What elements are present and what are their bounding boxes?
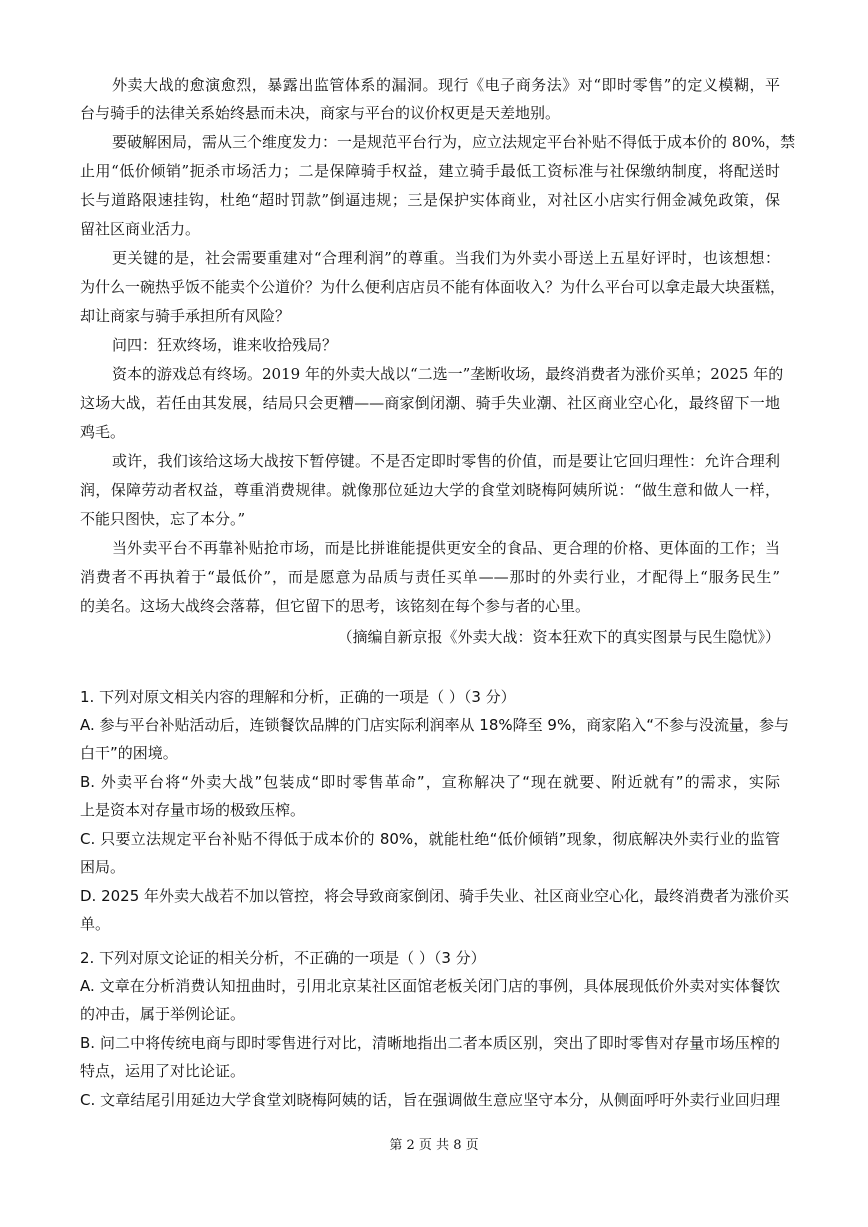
article-p4-line2: 这场大战，若任由其发展，结局只会更糟——商家倒闭潮、骑手失业潮、社区商业空心化，最终留下一地 <box>80 394 780 412</box>
question-2-option-a-line1: A. 文章在分析消费认知扭曲时，引用北京某社区面馆老板关闭门店的事例，具体展现低价外卖对实体餐饮 <box>80 977 780 995</box>
question-1-option-d-line1: D. 2025 年外卖大战若不加以管控，将会导致商家倒闭、骑手失业、社区商业空心化，最终消费者为涨价买 <box>80 887 790 905</box>
article-p3-line1: 更关键的是，社会需要重建对“合理利润”的尊重。当我们为外卖小哥送上五星好评时，也该想想： <box>112 249 780 267</box>
question-2-option-c-line1: C. 文章结尾引用延边大学食堂刘晓梅阿姨的话，旨在强调做生意应坚守本分，从侧面呼吁外卖行业回归理 <box>80 1091 780 1109</box>
article-p5-line3: 不能只图快，忘了本分。” <box>80 510 246 528</box>
article-p1-line1: 外卖大战的愈演愈烈，暴露出监管体系的漏洞。现行《电子商务法》对“即时零售”的定义模糊，平 <box>112 76 780 94</box>
article-p6-line1: 当外卖平台不再靠补贴抢市场，而是比拼谁能提供更安全的食品、更合理的价格、更体面的工作；当 <box>112 539 780 557</box>
question-2-option-b-line1: B. 问二中将传统电商与即时零售进行对比，清晰地指出二者本质区别，突出了即时零售对存量市场压榨的 <box>80 1034 780 1052</box>
section-heading-q4: 问四：狂欢终场，谁来收拾残局？ <box>112 336 338 354</box>
source-citation: （摘编自新京报《外卖大战：资本狂欢下的真实图景与民生隐忧》） <box>337 628 780 646</box>
article-p4-line3: 鸡毛。 <box>80 423 126 441</box>
article-p6-line3: 的美名。这场大战终会落幕，但它留下的思考，该铭刻在每个参与者的心里。 <box>80 597 591 615</box>
question-1-option-b-line1: B. 外卖平台将“外卖大战”包装成“即时零售革命”，宣称解决了“现在就要、附近就有”的需求，实际 <box>80 773 780 791</box>
article-p2-line3: 长与道路限速挂钩，杜绝“超时罚款”倒逼违规；三是保护实体商业，对社区小店实行佣金减免政策，保 <box>80 191 780 209</box>
question-1-stem: 1. 下列对原文相关内容的理解和分析，正确的一项是（ ）（3 分） <box>80 688 516 706</box>
page-number-footer: 第 2 页 共 8 页 <box>389 1138 479 1153</box>
article-p5-line1: 或许，我们该给这场大战按下暂停键。不是否定即时零售的价值，而是要让它回归理性：允许合理利 <box>112 452 780 470</box>
article-p2-line2: 止用“低价倾销”扼杀市场活力；二是保障骑手权益，建立骑手最低工资标准与社保缴纳制度，将配送时 <box>80 162 780 180</box>
question-1-option-a-line2: 白干”的困境。 <box>80 744 178 762</box>
question-1-option-c-line2: 困局。 <box>80 858 126 876</box>
article-p3-line3: 却让商家与骑手承担所有风险？ <box>80 307 291 325</box>
article-p2-line1: 要破解困局，需从三个维度发力：一是规范平台行为，应立法规定平台补贴不得低于成本价的 80%，禁 <box>112 133 796 151</box>
question-1-option-b-line2: 上是资本对存量市场的极致压榨。 <box>80 801 306 819</box>
question-2-stem: 2. 下列对原文论证的相关分析，不正确的一项是（ ）（3 分） <box>80 949 486 967</box>
question-1-option-d-line2: 单。 <box>80 915 111 933</box>
article-p4-line1: 资本的游戏总有终场。2019 年的外卖大战以“二选一”垄断收场，最终消费者为涨价买单；2025 年的 <box>112 365 784 383</box>
article-p2-line4: 留社区商业活力。 <box>80 220 201 238</box>
question-2-option-b-line2: 特点，运用了对比论证。 <box>80 1062 246 1080</box>
question-1-option-c-line1: C. 只要立法规定平台补贴不得低于成本价的 80%，就能杜绝“低价倾销”现象，彻底解决外卖行业的监管 <box>80 830 780 848</box>
article-p1-line2: 台与骑手的法律关系始终悬而未决，商家与平台的议价权更是天差地别。 <box>80 104 561 122</box>
article-p6-line2: 消费者不再执着于“最低价”，而是愿意为品质与责任买单——那时的外卖行业，才配得上“服务民生” <box>80 568 780 586</box>
article-p5-line2: 润，保障劳动者权益，尊重消费规律。就像那位延边大学的食堂刘晓梅阿姨所说：“做生意和做人一样， <box>80 481 780 499</box>
article-p3-line2: 为什么一碗热乎饭不能卖个公道价？为什么便利店店员不能有体面收入？为什么平台可以拿走最大块蛋糕， <box>80 278 786 296</box>
question-2-option-a-line2: 的冲击，属于举例论证。 <box>80 1005 246 1023</box>
question-1-option-a-line1: A. 参与平台补贴活动后，连锁餐饮品牌的门店实际利润率从 18%降至 9%，商家陷入“不参与没流量，参与 <box>80 716 789 734</box>
